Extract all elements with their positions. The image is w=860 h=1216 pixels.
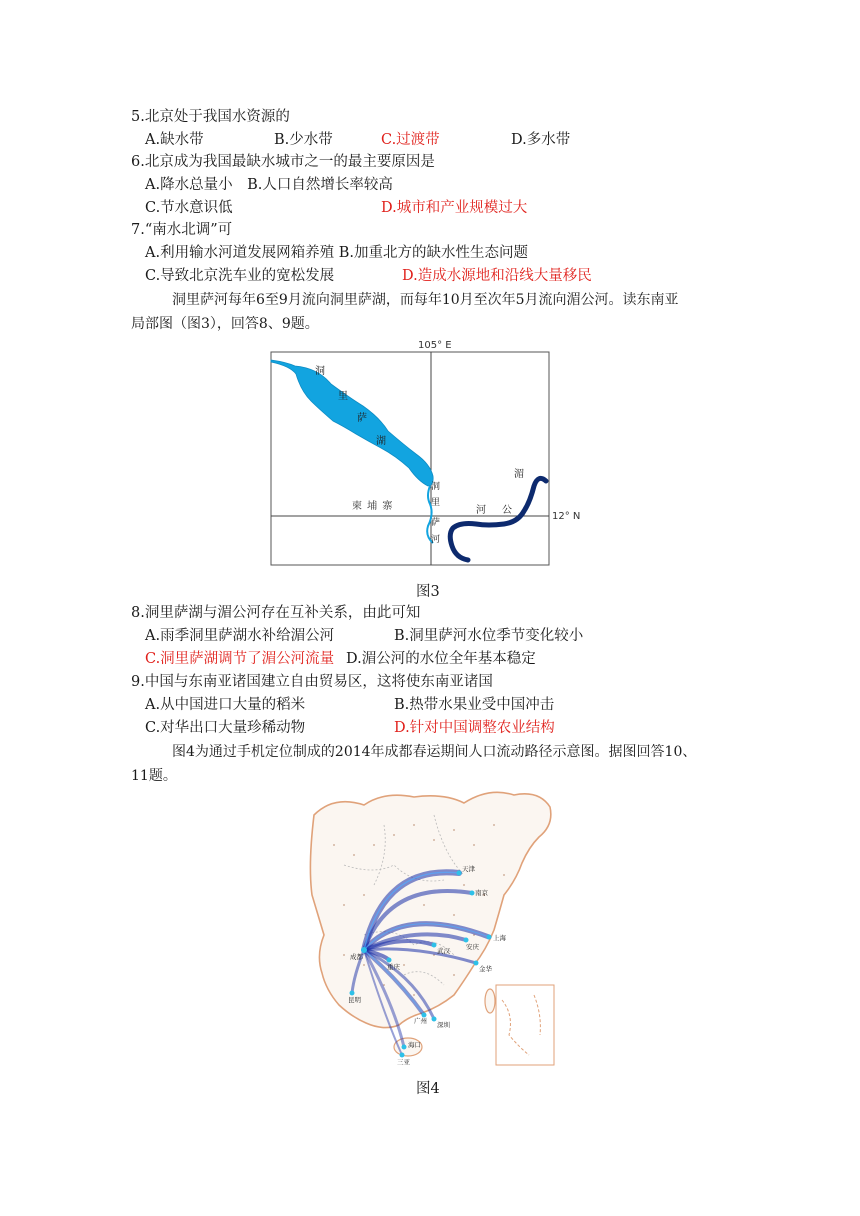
- city-label-nanjing: 南京: [475, 889, 488, 897]
- lake-char-1: 洞: [315, 366, 325, 377]
- city-label-jinhua: 金华: [479, 965, 492, 973]
- figure-3-caption: 图3: [416, 584, 440, 600]
- intro-fig3-line2: 局部图（图3），回答8、9题。: [131, 316, 319, 332]
- q8-option-b: B.洞里萨河水位季节变化较小: [394, 628, 584, 644]
- longitude-label: 105° E: [418, 340, 452, 351]
- city-label-haikou: 海口: [408, 1041, 421, 1049]
- river-char-2: 里: [431, 498, 441, 508]
- lake-char-3: 萨: [357, 413, 367, 424]
- country-label: 柬 埔 寨: [352, 501, 394, 512]
- river-char-4: 河: [431, 535, 441, 545]
- q5-option-c: C.过渡带: [381, 132, 440, 148]
- lake-char-2: 里: [338, 391, 348, 402]
- city-label-wuhan: 武汉: [437, 947, 450, 955]
- south-china-sea-inset: [496, 985, 554, 1065]
- city-label-guangzhou: 广州: [414, 1017, 427, 1025]
- q5-option-d: D.多水带: [511, 132, 571, 148]
- q8-stem: 8.洞里萨湖与湄公河存在互补关系，由此可知: [131, 605, 421, 621]
- q5-option-b: B.少水带: [274, 132, 333, 148]
- q5-stem: 5.北京处于我国水资源的: [131, 109, 290, 125]
- mekong-char-2: 公: [502, 505, 512, 516]
- q9-stem: 9.中国与东南亚诸国建立自由贸易区，这将使东南亚诸国: [131, 674, 493, 690]
- q6-option-d: D.城市和产业规模过大: [381, 200, 528, 216]
- city-label-tianjin: 天津: [462, 865, 475, 873]
- mekong-char-1: 湄: [514, 469, 524, 480]
- city-label-sanya: 三亚: [397, 1058, 410, 1066]
- lake-char-4: 湖: [376, 436, 386, 447]
- city-label-shenzhen: 深圳: [437, 1021, 450, 1029]
- q7-option-ab: A.利用输水河道发展网箱养殖 B.加重北方的缺水性生态问题: [145, 245, 528, 261]
- q9-option-c: C.对华出口大量珍稀动物: [145, 720, 306, 736]
- q7-option-d: D.造成水源地和沿线大量移民: [402, 268, 592, 284]
- intro-fig4-line2: 11题。: [131, 768, 177, 784]
- q8-option-a: A.雨季洞里萨湖水补给湄公河: [145, 628, 335, 644]
- figure-4-caption: 图4: [416, 1081, 440, 1097]
- q9-option-d: D.针对中国调整农业结构: [394, 720, 555, 736]
- q6-stem: 6.北京成为我国最缺水城市之一的最主要原因是: [131, 154, 435, 170]
- q5-option-a: A.缺水带: [145, 132, 204, 148]
- q6-option-ab: A.降水总量小 B.人口自然增长率较高: [145, 177, 393, 193]
- intro-fig4-line1: 图4为通过手机定位制成的2014年成都春运期间人口流动路径示意图。据图回答10、: [172, 744, 697, 760]
- latitude-label: 12° N: [552, 511, 581, 522]
- city-label-chongqing: 重庆: [387, 963, 400, 971]
- mekong-char-3: 河: [476, 505, 486, 516]
- q8-option-c: C.洞里萨湖调节了湄公河流量: [145, 651, 335, 667]
- city-label-chengdu: 成都: [350, 953, 363, 961]
- river-char-3: 萨: [431, 518, 441, 528]
- taiwan-island: [485, 989, 495, 1013]
- city-label-shanghai: 上海: [493, 934, 506, 942]
- q9-option-b: B.热带水果业受中国冲击: [394, 697, 555, 713]
- q8-option-d: D.湄公河的水位全年基本稳定: [346, 651, 536, 667]
- q7-option-c: C.导致北京洗车业的宽松发展: [145, 268, 335, 284]
- q7-stem: 7.“南水北调”可: [131, 222, 233, 238]
- q6-option-c: C.节水意识低: [145, 200, 233, 216]
- river-char-1: 洞: [431, 482, 441, 492]
- figure-3-map: [268, 336, 581, 568]
- city-label-kunming: 昆明: [348, 996, 361, 1004]
- figure-4-map: [304, 785, 560, 1067]
- city-label-anqing: 安庆: [466, 943, 479, 951]
- q9-option-a: A.从中国进口大量的稻米: [145, 697, 306, 713]
- intro-fig3-line1: 洞里萨河每年6至9月流向洞里萨湖，而每年10月至次年5月流向湄公河。读东南亚: [172, 292, 679, 308]
